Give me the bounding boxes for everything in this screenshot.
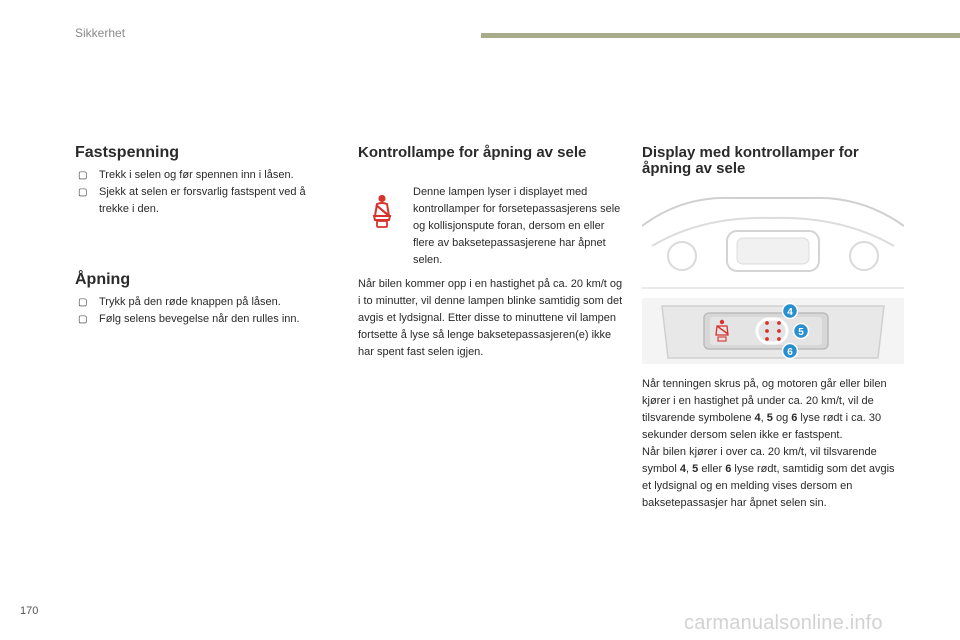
page-number: 170 <box>20 605 39 617</box>
seatbelt-warning-icon <box>368 194 396 228</box>
callout-6: 6 <box>787 347 793 358</box>
callout-4: 4 <box>787 307 793 318</box>
list-item: ▢ Sjekk at selen er forsvarlig fastspent ved å trekke i den. <box>78 186 306 215</box>
heading-fastening: Fastspenning <box>75 144 180 161</box>
lamp-description: Denne lampen lyser i displayet med kontrollamper for forsetepassasjerens sele og kollisjonspute foran, dersom en eller flere av baksetepassasjerene har åpnet selen. <box>413 186 621 266</box>
dashboard-display-illustration <box>642 186 904 364</box>
chapter-title: Sikkerhet <box>75 26 126 40</box>
list-item: ▢ Trykk på den røde knappen på låsen. <box>76 294 338 311</box>
heading-opening: Åpning <box>75 271 131 288</box>
fastening-list <box>76 167 338 218</box>
checkbox-bullet-icon: ▢ <box>78 187 88 198</box>
display-description: Når tenningen skrus på, og motoren går eller bilen kjører i en hastighet på under ca. 20 km/t, vil de tilsvarende symbolene 4, 5 og 6 lyse rødt i ca. 30 sekunder dersom selen ikke er fastspent. Når bilen kjører i over ca. 20 km/t, vil tilsvarende symbol 4, 5 eller 6 lyse rødt, samtidig som det avgis et lydsignal og en melding vises dersom en baksetepassasjer har åpnet selen sin. <box>642 378 895 509</box>
checkbox-bullet-icon: ▢ <box>78 170 88 181</box>
checkbox-bullet-icon: ▢ <box>78 314 88 325</box>
opening-list <box>76 294 338 328</box>
watermark: carmanualsonline.info <box>684 612 883 634</box>
checkbox-bullet-icon: ▢ <box>78 297 88 308</box>
heading-warning-lamp: Kontrollampe for åpning av sele <box>358 144 587 161</box>
list-item: ▢ Trekk i selen og før spennen inn i låsen. <box>76 167 338 184</box>
callout-5: 5 <box>798 327 804 338</box>
lamp-blink-paragraph: Når bilen kommer opp i en hastighet på ca. 20 km/t og i to minutter, vil denne lampen blinke samtidig som det avgis et lydsignal. Etter disse to minuttene vil lampen fortsette å lyse så lenge baksetepassasjeren(e) ikke har spent fast selen igjen. <box>358 278 623 358</box>
heading-display: Display med kontrollamper for åpning av sele <box>642 144 859 177</box>
header-accent-bar <box>481 33 960 38</box>
list-item: ▢ Følg selens bevegelse når den rulles inn. <box>76 311 338 328</box>
